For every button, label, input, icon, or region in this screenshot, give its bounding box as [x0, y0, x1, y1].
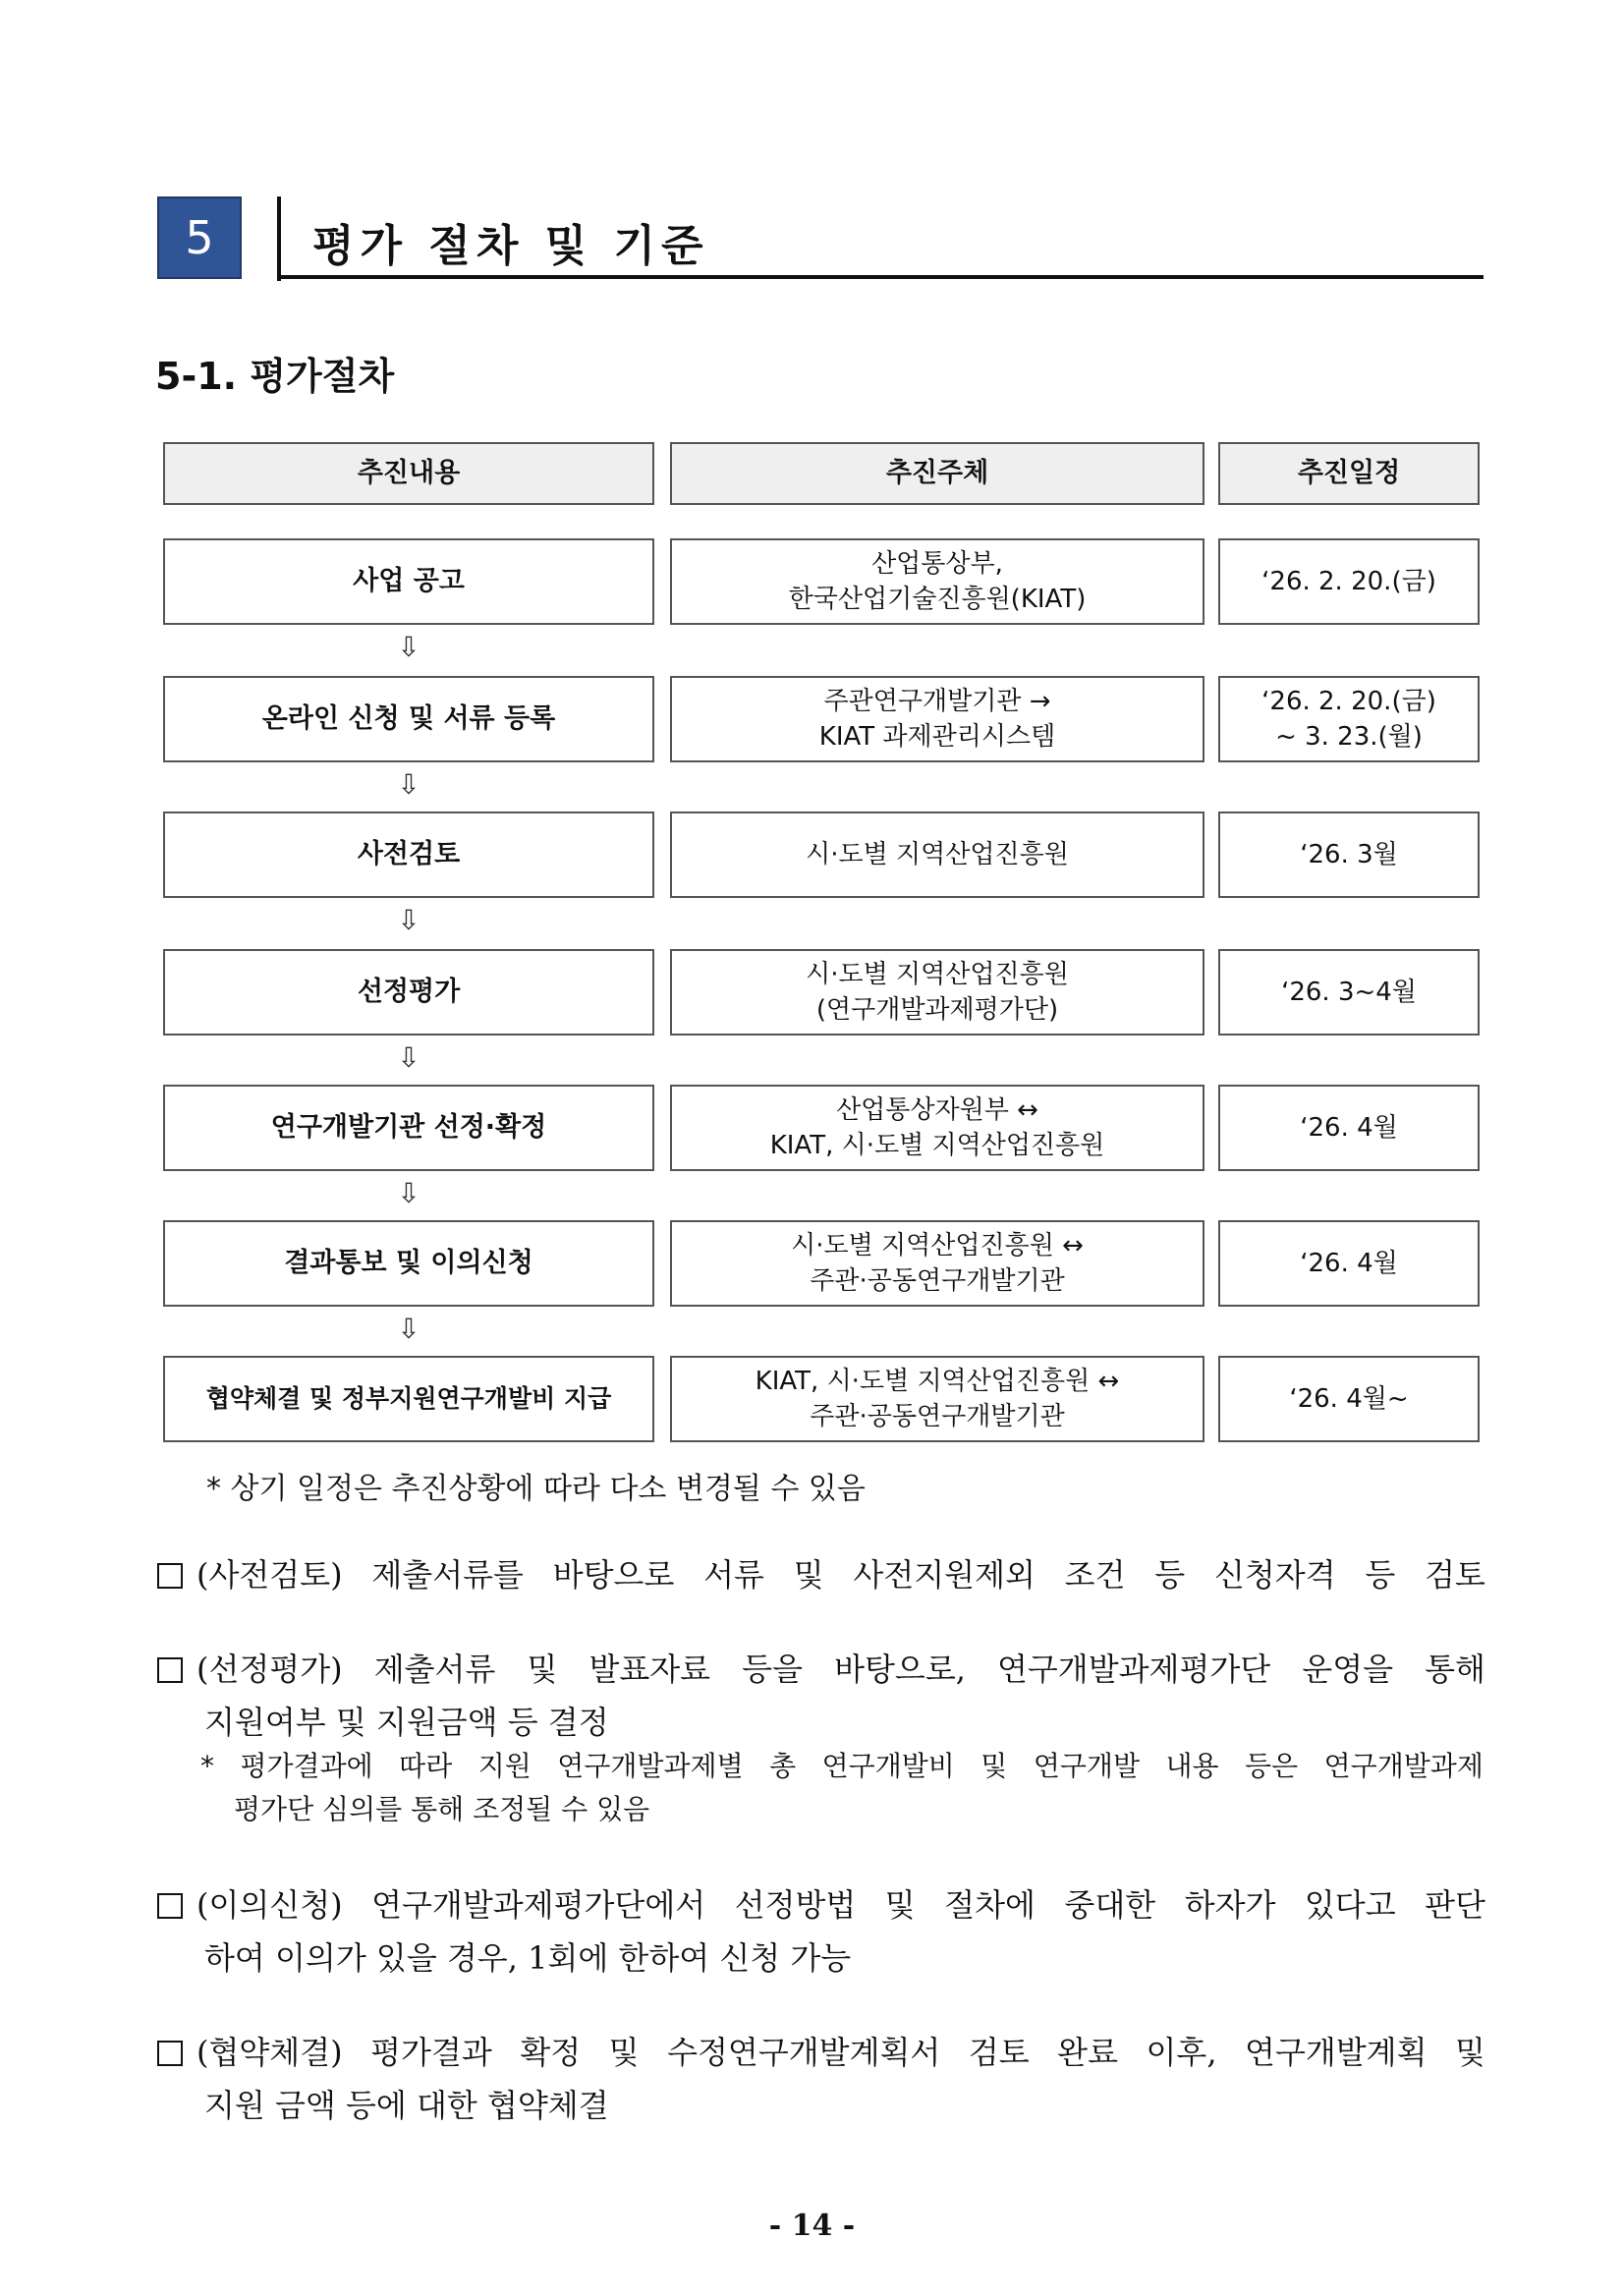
flow-step-agreement: 협약체결 및 정부지원연구개발비 지급 [163, 1356, 654, 1442]
down-arrow-icon: ⇩ [397, 768, 420, 801]
flow-date-agreement: ‘26. 4월~ [1218, 1356, 1480, 1442]
paragraph-pre-review: (사전검토) 제출서류를 바탕으로 서류 및 사전지원제외 조건 등 신청자격 등 검토 [157, 1548, 1485, 1601]
paragraph-selection-evaluation: (선정평가) 제출서류 및 발표자료 등을 바탕으로, 연구개발과제평가단 운영을 통해 지원여부 및 지원금액 등 결정 [157, 1643, 1485, 1749]
down-arrow-icon: ⇩ [397, 1177, 420, 1209]
flow-step-online-application: 온라인 신청 및 서류 등록 [163, 676, 654, 762]
flow-step-institution-selection: 연구개발기관 선정·확정 [163, 1085, 654, 1171]
down-arrow-icon: ⇩ [397, 1041, 420, 1074]
flow-actor-selection-evaluation: 시·도별 지역산업진흥원 (연구개발과제평가단) [670, 949, 1204, 1036]
flow-actor-agreement: KIAT, 시·도별 지역산업진흥원 ↔ 주관·공동연구개발기관 [670, 1356, 1204, 1442]
flow-step-announcement: 사업 공고 [163, 538, 654, 625]
paragraph-agreement: (협약체결) 평가결과 확정 및 수정연구개발계획서 검토 완료 이후, 연구개발계획 및 지원 금액 등에 대한 협약체결 [157, 2026, 1485, 2132]
flow-actor-announcement: 산업통상부, 한국산업기술진흥원(KIAT) [670, 538, 1204, 625]
flow-actor-result-notice: 시·도별 지역산업진흥원 ↔ 주관·공동연구개발기관 [670, 1220, 1204, 1307]
subheading: 5-1. 평가절차 [155, 355, 395, 398]
down-arrow-icon: ⇩ [397, 1313, 420, 1345]
checkbox-square-icon [157, 2041, 183, 2066]
flow-date-institution-selection: ‘26. 4월 [1218, 1085, 1480, 1171]
table-header-content: 추진내용 [163, 442, 654, 505]
paragraph-objection: (이의신청) 연구개발과제평가단에서 선정방법 및 절차에 중대한 하자가 있다고 판단 하여 이의가 있을 경우, 1회에 한하여 신청 가능 [157, 1878, 1485, 1985]
checkbox-square-icon [157, 1657, 183, 1683]
table-header-actor: 추진주체 [670, 442, 1204, 505]
section-number-badge: 5 [157, 196, 242, 279]
flow-date-result-notice: ‘26. 4월 [1218, 1220, 1480, 1307]
flow-date-online-application: ‘26. 2. 20.(금) ~ 3. 23.(월) [1218, 676, 1480, 762]
flow-step-result-notice: 결과통보 및 이의신청 [163, 1220, 654, 1307]
checkbox-square-icon [157, 1893, 183, 1919]
section-underline [279, 275, 1484, 279]
schedule-note: * 상기 일정은 추진상황에 따라 다소 변경될 수 있음 [206, 1472, 866, 1506]
table-header-schedule: 추진일정 [1218, 442, 1480, 505]
flow-date-selection-evaluation: ‘26. 3~4월 [1218, 949, 1480, 1036]
page-number: - 14 - [768, 2209, 856, 2243]
section-title: 평가 절차 및 기준 [312, 221, 709, 271]
flow-date-pre-review: ‘26. 3월 [1218, 812, 1480, 898]
checkbox-square-icon [157, 1563, 183, 1589]
section-divider [277, 196, 281, 281]
flow-date-announcement: ‘26. 2. 20.(금) [1218, 538, 1480, 625]
down-arrow-icon: ⇩ [397, 904, 420, 936]
flow-actor-online-application: 주관연구개발기관 → KIAT 과제관리시스템 [670, 676, 1204, 762]
flow-actor-pre-review: 시·도별 지역산업진흥원 [670, 812, 1204, 898]
flow-actor-institution-selection: 산업통상자원부 ↔ KIAT, 시·도별 지역산업진흥원 [670, 1085, 1204, 1171]
flow-step-pre-review: 사전검토 [163, 812, 654, 898]
flow-step-selection-evaluation: 선정평가 [163, 949, 654, 1036]
down-arrow-icon: ⇩ [397, 631, 420, 663]
evaluation-sub-note: * 평가결과에 따라 지원 연구개발과제별 총 연구개발비 및 연구개발 내용 등은 연구개발과제 평가단 심의를 통해 조정될 수 있음 [200, 1750, 1484, 1825]
